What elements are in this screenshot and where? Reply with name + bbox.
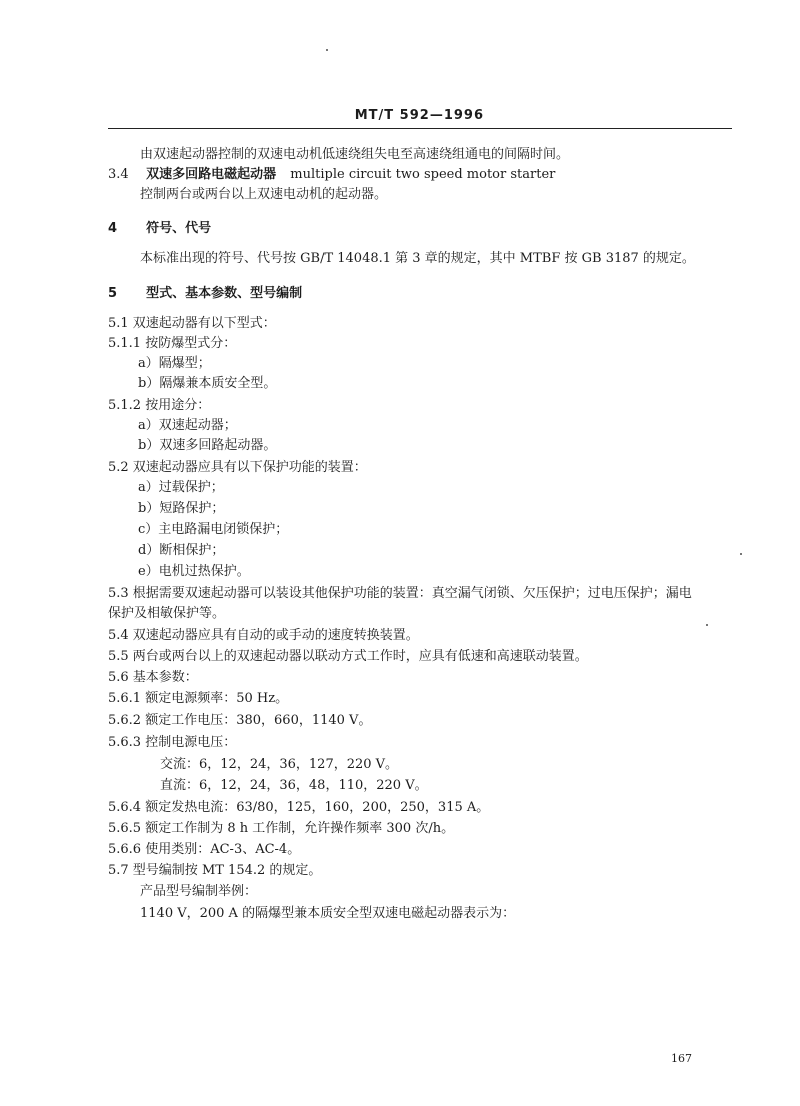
clause-5-2: 5.2 双速起动器应具有以下保护功能的装置：	[108, 460, 367, 475]
clause-5-3-cont: 保护及相敏保护等。	[108, 606, 226, 621]
standard-code: MT/T 592—1996	[354, 108, 484, 123]
paragraph-line: 由双速起动器控制的双速电动机低速绕组失电至高速绕组通电的间隔时间。	[140, 147, 570, 162]
clause-5-4: 5.4 双速起动器应具有自动的或手动的速度转换装置。	[108, 628, 419, 643]
paragraph-line: 本标准出现的符号、代号按 GB/T 14048.1 第 3 章的规定，其中 MTBF 按 GB 3187 的规定。	[140, 251, 695, 266]
scan-speck	[326, 49, 328, 51]
clause-5-3: 5.3 根据需要双速起动器可以装设其他保护功能的装置：真空漏气闭锁、欠压保护；过电压保护；漏电	[108, 586, 692, 601]
list-item: e）电机过热保护。	[138, 564, 250, 579]
list-item: b）隔爆兼本质安全型。	[138, 376, 277, 391]
clause-5-6-4: 5.6.4 额定发热电流：63/80，125，160，200，250，315 A。	[108, 800, 490, 815]
clause-5-5: 5.5 两台或两台以上的双速起动器以联动方式工作时，应具有低速和高速联动装置。	[108, 649, 588, 664]
clause-5-6-6: 5.6.6 使用类别：AC-3、AC-4。	[108, 842, 301, 857]
section-number: 4	[108, 221, 118, 236]
scan-speck	[740, 553, 742, 555]
list-item: a）隔爆型；	[138, 356, 211, 371]
list-item: a）双速起动器；	[138, 418, 237, 433]
list-item: d）断相保护；	[138, 543, 225, 558]
clause-5-1-2: 5.1.2 按用途分：	[108, 398, 211, 413]
clause-5-7: 5.7 型号编制按 MT 154.2 的规定。	[108, 863, 322, 878]
clause-5-6-1: 5.6.1 额定电源频率：50 Hz。	[108, 691, 289, 706]
section-4-heading	[108, 220, 211, 238]
list-item: b）短路保护；	[138, 501, 225, 516]
section-title: 型式、基本参数、型号编制	[146, 286, 303, 301]
term-title: 双速多回路电磁起动器	[146, 167, 277, 182]
term-definition: 控制两台或两台以上双速电动机的起动器。	[140, 187, 388, 202]
list-item: c）主电路漏电闭锁保护；	[138, 522, 289, 537]
section-5-heading	[108, 285, 302, 303]
section-title: 符号、代号	[146, 221, 212, 236]
clause-5-6: 5.6 基本参数：	[108, 670, 198, 685]
clause-5-6-5: 5.6.5 额定工作制为 8 h 工作制，允许操作频率 300 次/h。	[108, 821, 455, 836]
page-number: 167	[671, 1052, 692, 1065]
term-english: multiple circuit two speed motor starter	[290, 167, 556, 182]
section-3-4-heading	[108, 166, 555, 184]
clause-5-1: 5.1 双速起动器有以下型式：	[108, 316, 276, 331]
clause-5-6-3: 5.6.3 控制电源电压：	[108, 735, 237, 750]
scan-speck	[706, 624, 708, 626]
list-item: b）双速多回路起动器。	[138, 438, 277, 453]
example-label: 产品型号编制举例：	[140, 884, 258, 899]
clause-5-1-1: 5.1.1 按防爆型式分：	[108, 336, 237, 351]
section-number: 5	[108, 286, 118, 301]
dc-voltages: 直流：6，12，24，36，48，110，220 V。	[160, 778, 428, 793]
section-number: 3.4	[108, 167, 129, 182]
page-header	[108, 104, 732, 129]
ac-voltages: 交流：6，12，24，36，127，220 V。	[160, 757, 399, 772]
list-item: a）过载保护；	[138, 480, 224, 495]
clause-5-6-2: 5.6.2 额定工作电压：380，660，1140 V。	[108, 713, 372, 728]
example-text: 1140 V，200 A 的隔爆型兼本质安全型双速电磁起动器表示为：	[140, 906, 516, 921]
